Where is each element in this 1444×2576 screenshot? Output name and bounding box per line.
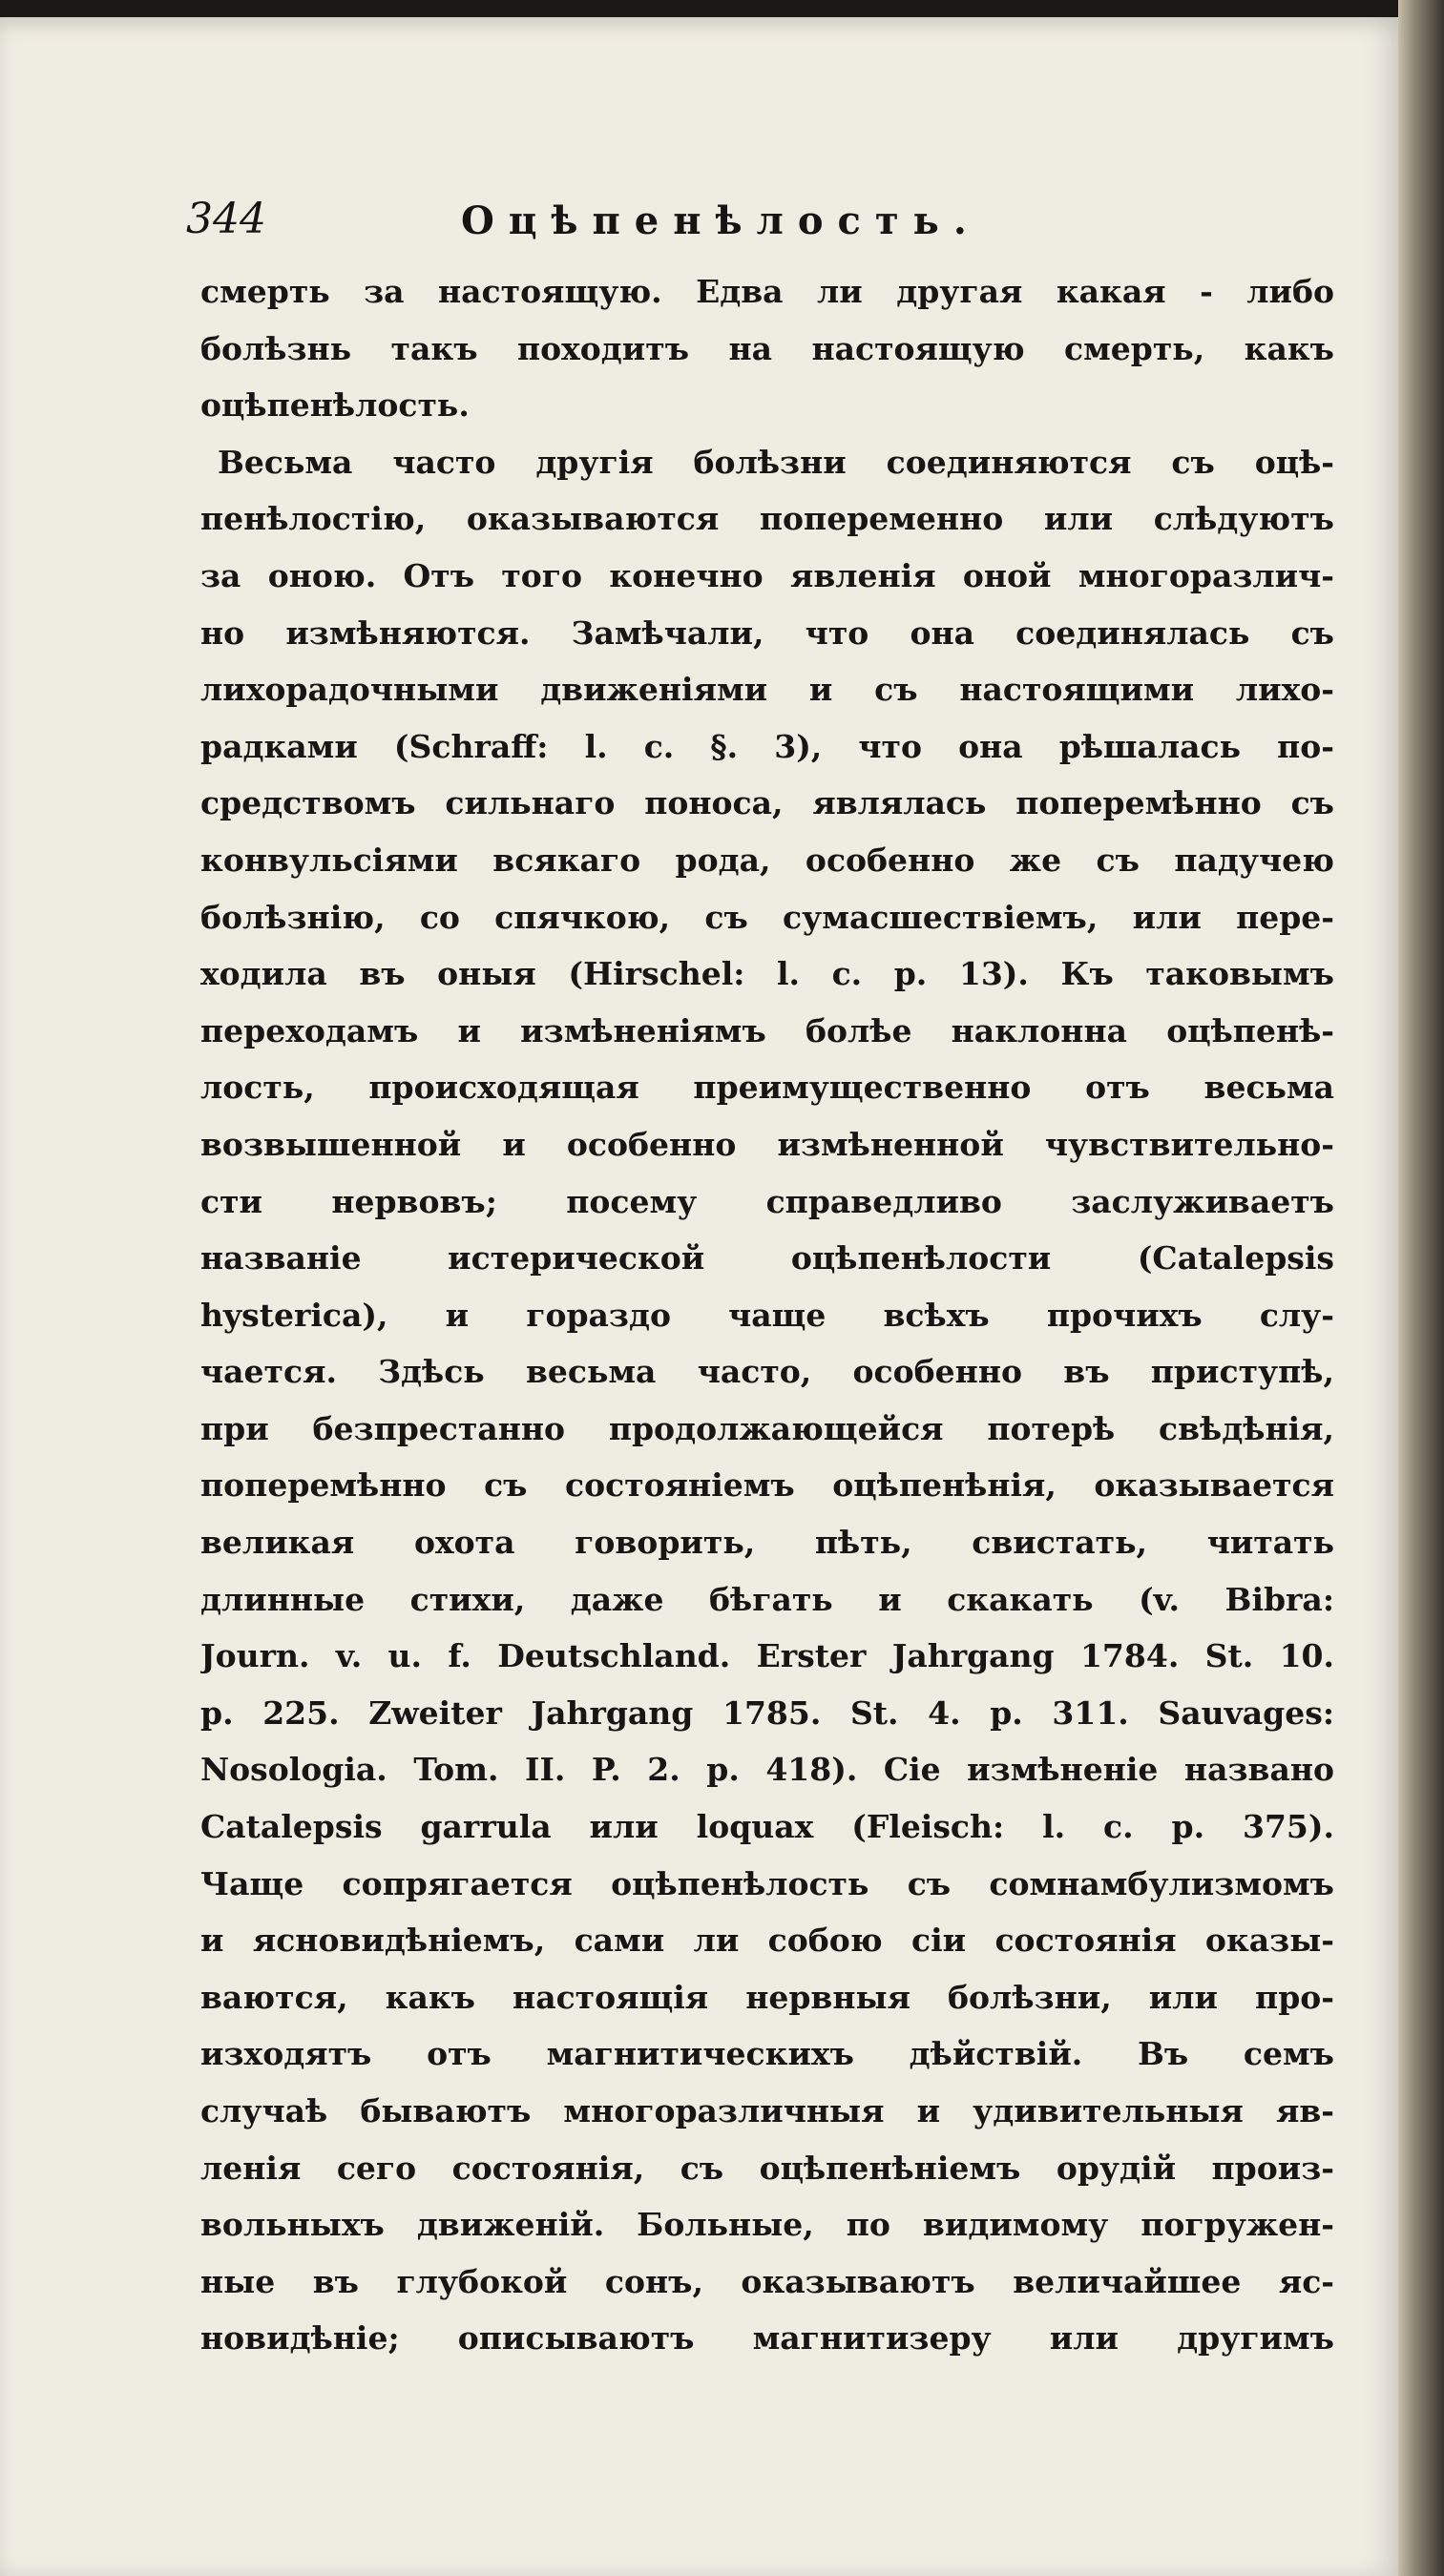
text-line: Catalepsis garrula или loquax (Fleisch: l. c. p. 375).	[200, 1808, 1334, 1846]
text-line: случаѣ бываютъ многоразличныя и удивительныя яв-	[200, 2092, 1334, 2129]
text-line: при безпрестанно продолжающейся потерѣ свѣдѣнія,	[200, 1409, 1334, 1447]
text-line: смерть за настоящую. Едва ли другая какая - либо	[200, 273, 1334, 310]
text-line: средствомъ сильнаго поноса, являлась поперемѣнно съ	[200, 784, 1334, 822]
text-line: чается. Здѣсь весьма часто, особенно въ приступѣ,	[200, 1353, 1334, 1391]
text-line: возвышенной и особенно измѣненной чувствительно-	[200, 1125, 1334, 1163]
text-line: длинные стихи, даже бѣгать и скакать (v. Bibra:	[200, 1580, 1334, 1618]
text-line: Весьма часто другія болѣзни соединяются съ оцѣ-	[218, 443, 1334, 481]
page-header	[186, 195, 1336, 252]
text-line: вольныхъ движеній. Больные, по видимому погружен-	[200, 2206, 1334, 2244]
text-line: за оною. Отъ того конечно явленія оной многоразлич-	[200, 556, 1334, 594]
text-line: оцѣпенѣлость.	[200, 386, 470, 425]
text-line: hysterica), и гораздо чаще всѣхъ прочихъ слу-	[200, 1296, 1334, 1334]
text-line: ные въ глубокой сонъ, оказываютъ величайшее яс-	[200, 2262, 1334, 2300]
body-text	[200, 263, 1334, 2367]
text-line: великая охота говорить, пѣть, свистать, читать	[200, 1524, 1334, 1562]
text-line: новидѣніе; описываютъ магнитизеру или другимъ	[200, 2319, 1334, 2358]
scan-top-edge	[0, 0, 1398, 17]
text-line: поперемѣнно съ состояніемъ оцѣпенѣнія, оказывается	[200, 1466, 1334, 1505]
book-spine-edge	[1398, 0, 1444, 2576]
text-line: названіе истерической оцѣпенѣлости (Catalepsis	[200, 1239, 1334, 1278]
text-line: болѣзнію, со спячкою, съ сумасшествіемъ, или пере-	[200, 898, 1334, 936]
text-line: Чаще сопрягается оцѣпенѣлость съ сомнамбулизмомъ	[200, 1864, 1334, 1902]
text-line: переходамъ и измѣненіямъ болѣе наклонна оцѣпенѣ-	[200, 1011, 1334, 1049]
text-line: ваются, какъ настоящія нервныя болѣзни, или про-	[200, 1978, 1334, 2016]
text-line: пенѣлостію, оказываются попеременно или слѣдуютъ	[200, 500, 1334, 538]
book-page	[0, 17, 1398, 2576]
text-line: ленія сего состоянія, съ оцѣпенѣніемъ орудій произ-	[200, 2149, 1334, 2187]
text-line: но измѣняются. Замѣчали, что она соединялась съ	[200, 613, 1334, 652]
text-line: лихорадочными движеніями и съ настоящими лихо-	[200, 671, 1334, 709]
page-number: 344	[186, 195, 266, 243]
text-line: лость, происходящая преимущественно отъ весьма	[200, 1069, 1334, 1107]
text-line: изходятъ отъ магнитическихъ дѣйствій. Въ семъ	[200, 2035, 1334, 2073]
text-line: Journ. v. u. f. Deutschland. Erster Jahrgang 1784. St. 10.	[200, 1637, 1334, 1675]
text-line: болѣзнь такъ походитъ на настоящую смерть, какъ	[200, 329, 1334, 367]
text-line: p. 225. Zweiter Jahrgang 1785. St. 4. p. 311. Sauvages:	[200, 1693, 1334, 1732]
text-line: конвульсіями всякаго рода, особенно же съ падучею	[200, 841, 1334, 879]
text-line: Nosologia. Tom. II. P. 2. p. 418). Сіе измѣненіе названо	[200, 1751, 1334, 1789]
text-line: и ясновидѣніемъ, сами ли собою сіи состоянія оказы-	[200, 1922, 1334, 1960]
running-head: Оцѣпенѣлость.	[461, 198, 981, 243]
text-line: сти нервовъ; посему справедливо заслуживаетъ	[200, 1182, 1334, 1220]
text-line: радками (Schraff: l. c. §. 3), что она рѣшалась по-	[200, 727, 1334, 765]
text-line: ходила въ оныя (Hirschel: l. c. p. 13). Къ таковымъ	[200, 955, 1334, 993]
